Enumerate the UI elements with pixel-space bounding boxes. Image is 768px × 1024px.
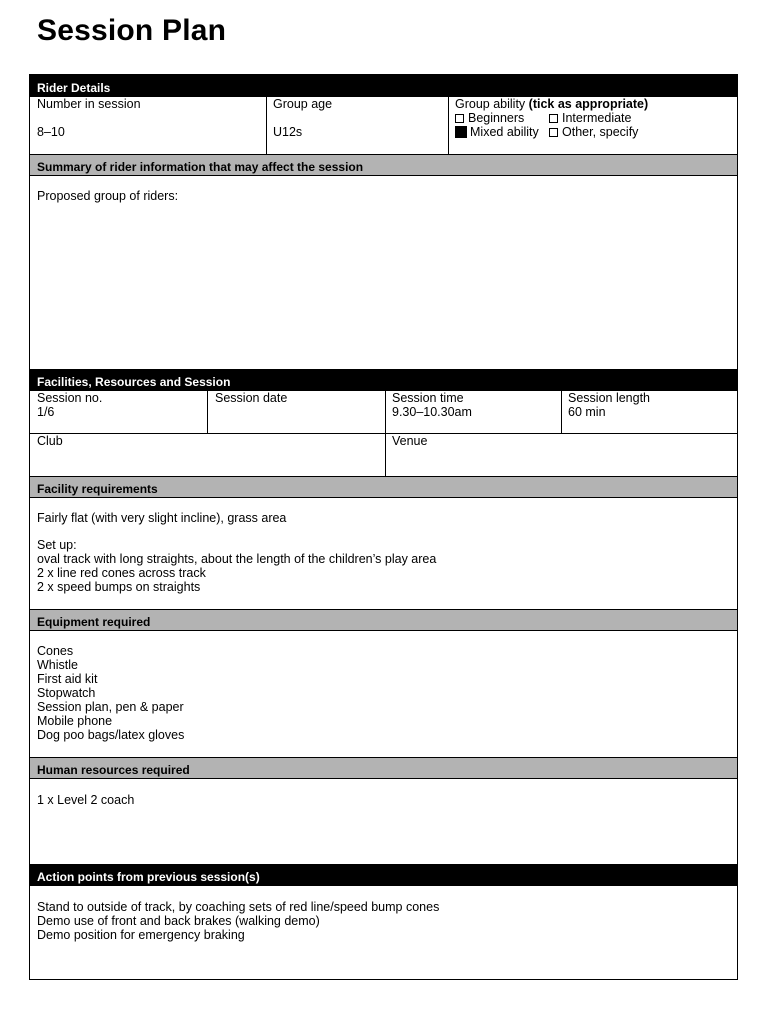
session-length-value[interactable]: 60 min [568, 405, 606, 419]
beginners-label: Beginners [468, 111, 525, 125]
number-in-session-value[interactable]: 8–10 [37, 125, 65, 139]
action-point: Demo use of front and back brakes (walking demo) [37, 914, 320, 928]
action-points-header: Action points from previous session(s) [30, 864, 737, 886]
option-beginners[interactable] [455, 111, 524, 125]
page-title: Session Plan [37, 14, 227, 47]
action-point: Demo position for emergency braking [37, 928, 245, 942]
session-time-value[interactable]: 9.30–10.30am [392, 405, 472, 419]
option-other[interactable] [549, 125, 638, 139]
intermediate-label: Intermediate [562, 111, 632, 125]
equipment-item: Mobile phone [37, 714, 113, 728]
other-label: Other, specify [562, 125, 639, 139]
equipment-item: First aid kit [37, 672, 98, 686]
setup-line: 2 x line red cones across track [37, 566, 206, 580]
human-resources-header: Human resources required [30, 757, 737, 779]
setup-line: Set up: [37, 538, 77, 552]
group-ability-label-text: Group ability [455, 97, 526, 111]
group-ability-label [455, 97, 648, 111]
group-age-value[interactable]: U12s [273, 125, 303, 139]
summary-text[interactable]: Proposed group of riders: [37, 189, 179, 203]
session-date-label: Session date [215, 391, 288, 405]
option-mixed-ability[interactable] [455, 125, 539, 139]
equipment-item: Session plan, pen & paper [37, 700, 184, 714]
rider-details-header: Rider Details [30, 75, 737, 97]
facilities-header: Facilities, Resources and Session [30, 369, 737, 391]
number-in-session-label: Number in session [37, 97, 141, 111]
equipment-item: Cones [37, 644, 74, 658]
club-label: Club [37, 434, 63, 448]
setup-line: 2 x speed bumps on straights [37, 580, 201, 594]
group-ability-hint: (tick as appropriate) [528, 97, 649, 111]
setup-line: oval track with long straights, about the length of the children’s play area [37, 552, 437, 566]
equipment-item: Whistle [37, 658, 78, 672]
session-plan-form [29, 74, 738, 980]
session-no-value[interactable]: 1/6 [37, 405, 55, 419]
equipment-header: Equipment required [30, 609, 737, 631]
facility-description[interactable]: Fairly flat (with very slight incline), grass area [37, 511, 287, 525]
session-time-label: Session time [392, 391, 464, 405]
setup-list[interactable] [37, 538, 436, 594]
intermediate-checkbox[interactable] [549, 114, 558, 123]
venue-label: Venue [392, 434, 428, 448]
mixed-ability-checkbox-checked[interactable] [455, 126, 467, 138]
option-intermediate[interactable] [549, 111, 631, 125]
equipment-item: Stopwatch [37, 686, 96, 700]
equipment-item: Dog poo bags/latex gloves [37, 728, 185, 742]
other-checkbox[interactable] [549, 128, 558, 137]
action-points-list[interactable] [37, 900, 439, 942]
session-length-label: Session length [568, 391, 651, 405]
beginners-checkbox[interactable] [455, 114, 464, 123]
facility-requirements-header: Facility requirements [30, 476, 737, 498]
session-no-label: Session no. [37, 391, 103, 405]
summary-header: Summary of rider information that may affect the session [30, 154, 737, 176]
group-age-label: Group age [273, 97, 333, 111]
equipment-list[interactable] [37, 644, 184, 742]
action-point: Stand to outside of track, by coaching sets of red line/speed bump cones [37, 900, 440, 914]
mixed-ability-label: Mixed ability [470, 125, 539, 139]
human-resources-text[interactable]: 1 x Level 2 coach [37, 793, 135, 807]
